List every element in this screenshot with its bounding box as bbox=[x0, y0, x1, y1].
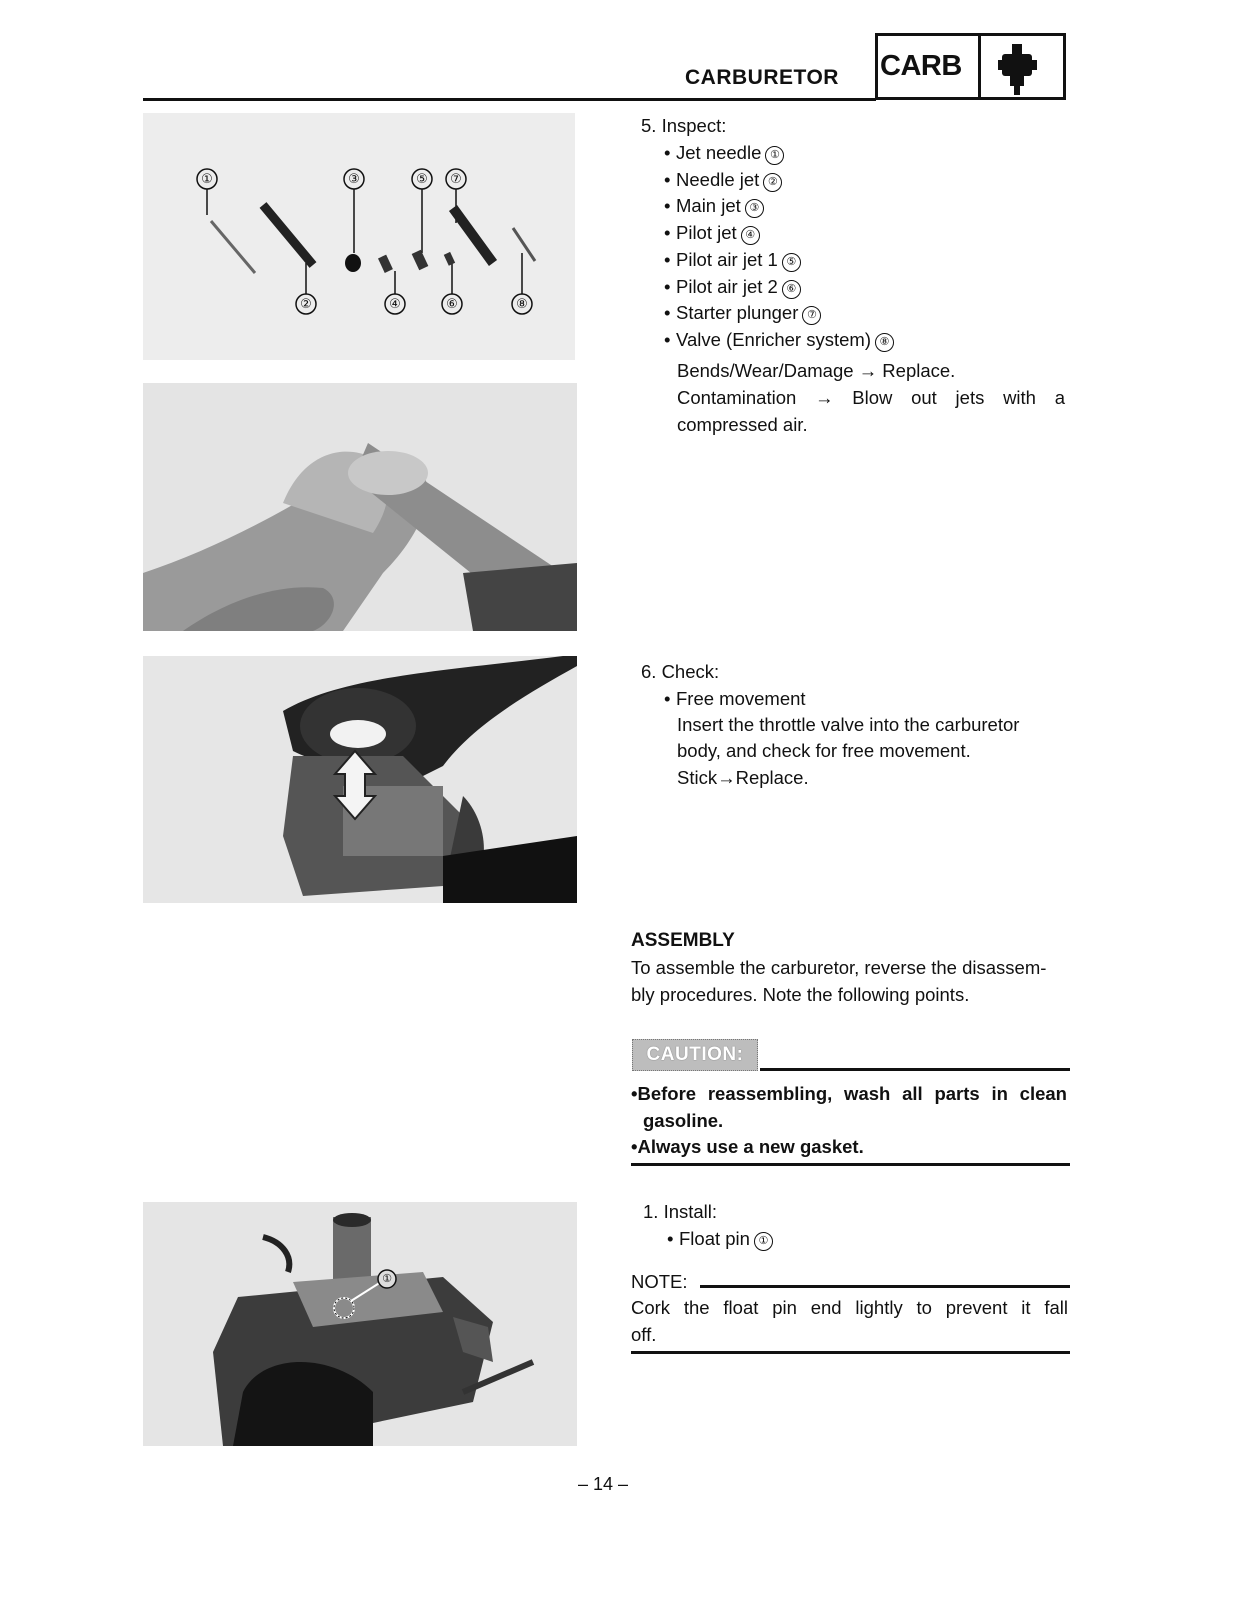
section-tab bbox=[875, 33, 1066, 100]
note-top-rule bbox=[700, 1285, 1070, 1288]
section-tab-label: CARB bbox=[880, 50, 962, 82]
inspect-list bbox=[664, 140, 894, 354]
callout-4: ④ bbox=[389, 296, 401, 311]
install-heading: 1. Install: bbox=[643, 1201, 718, 1222]
photo-jets-and-needle bbox=[143, 113, 575, 360]
callout-6: ⑥ bbox=[446, 296, 458, 311]
list-item: • Valve (Enricher system) ⑧ bbox=[664, 327, 894, 354]
section-title: CARBURETOR bbox=[685, 66, 839, 89]
assembly-line-1: To assemble the carburetor, reverse the disassem- bbox=[631, 957, 1047, 978]
inspect-line-1: Bends/Wear/Damage → Replace. bbox=[677, 360, 956, 381]
header-rule bbox=[143, 98, 876, 101]
check-line-2: body, and check for free movement. bbox=[677, 740, 971, 761]
list-item: • Jet needle ① bbox=[664, 140, 894, 167]
inspect-line-2: Contamination → Blow out jets with a bbox=[677, 387, 1065, 408]
caution-item-1-cont: gasoline. bbox=[643, 1110, 724, 1131]
list-item: • Starter plunger ⑦ bbox=[664, 300, 894, 327]
check-bullet: • Free movement bbox=[664, 688, 806, 709]
callout-2: ② bbox=[300, 296, 312, 311]
photo-throttle-valve bbox=[143, 656, 577, 903]
list-item: • Pilot air jet 2 ⑥ bbox=[664, 274, 894, 301]
tab-divider bbox=[978, 36, 981, 97]
callout-8: ⑧ bbox=[516, 296, 528, 311]
callout-3: ③ bbox=[348, 171, 360, 186]
assembly-line-2: bly procedures. Note the following points. bbox=[631, 984, 970, 1005]
caution-item-2: •Always use a new gasket. bbox=[631, 1136, 864, 1157]
check-heading: 6. Check: bbox=[641, 661, 720, 682]
list-item: • Needle jet ② bbox=[664, 167, 894, 194]
note-line-1: Cork the float pin end lightly to prevent it fall bbox=[631, 1297, 1068, 1318]
note-line-2: off. bbox=[631, 1324, 657, 1345]
callout-5: ⑤ bbox=[416, 171, 428, 186]
callout-float-pin: ① bbox=[382, 1273, 392, 1285]
photo-blowing-jets bbox=[143, 383, 577, 631]
check-line-1: Insert the throttle valve into the carburetor bbox=[677, 714, 1020, 735]
note-bottom-rule bbox=[631, 1351, 1070, 1354]
carburetor-icon bbox=[998, 42, 1038, 102]
caution-bottom-rule bbox=[631, 1163, 1070, 1166]
caution-top-rule bbox=[760, 1068, 1070, 1071]
callout-1: ① bbox=[201, 171, 213, 186]
callout-7: ⑦ bbox=[450, 171, 462, 186]
assembly-heading: ASSEMBLY bbox=[631, 930, 735, 951]
note-label: NOTE: bbox=[631, 1271, 688, 1292]
page-number: – 14 – bbox=[578, 1474, 629, 1494]
list-item: • Pilot air jet 1 ⑤ bbox=[664, 247, 894, 274]
inspect-heading: 5. Inspect: bbox=[641, 115, 727, 136]
inspect-line-3: compressed air. bbox=[677, 414, 808, 435]
caution-item-1: •Before reassembling, wash all parts in clean bbox=[631, 1083, 1067, 1104]
list-item: • Main jet ③ bbox=[664, 193, 894, 220]
caution-label: CAUTION: bbox=[632, 1039, 758, 1071]
check-line-3: Stick→Replace. bbox=[677, 767, 809, 788]
install-item: • Float pin ① bbox=[667, 1225, 773, 1252]
list-item: • Pilot jet ④ bbox=[664, 220, 894, 247]
photo-float-pin bbox=[143, 1202, 577, 1446]
